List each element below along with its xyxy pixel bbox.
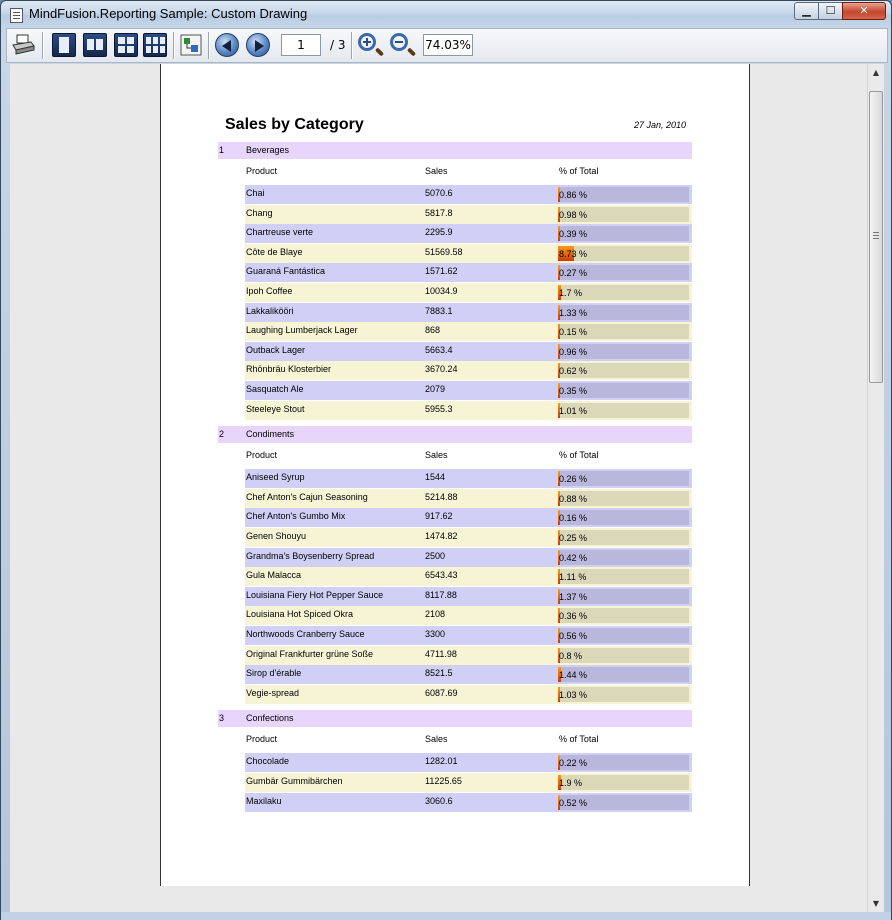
product-column-header: Product: [246, 166, 278, 176]
percent-value: 0.52 %: [559, 798, 588, 808]
table-row: [245, 205, 692, 224]
column-headers: [245, 163, 685, 179]
table-row: [245, 283, 692, 302]
percent-value: 0.15 %: [559, 327, 588, 337]
table-row: [245, 185, 692, 204]
percent-bar: [558, 285, 689, 300]
app-icon: [10, 8, 23, 23]
table-row: [245, 587, 692, 606]
table-row: [245, 753, 692, 772]
product-name: Louisiana Hot Spiced Okra: [246, 609, 354, 619]
percent-value: 0.35 %: [559, 386, 588, 396]
table-row: [245, 322, 692, 341]
sales-value: 10034.9: [425, 286, 458, 296]
product-name: Rhönbräu Klosterbier: [246, 364, 332, 374]
sales-value: 917.62: [425, 511, 453, 521]
product-name: Chocolade: [246, 756, 290, 766]
sales-column-header: Sales: [425, 734, 448, 745]
category-header: [218, 142, 692, 159]
sales-value: 6543.43: [425, 570, 458, 580]
product-name: Genen Shouyu: [246, 531, 307, 541]
percent-value: 0.25 %: [559, 533, 588, 543]
report-date: 27 Jan, 2010: [633, 120, 686, 130]
percent-value: 1.37 %: [559, 592, 588, 602]
product-name: Vegie-spread: [246, 688, 300, 698]
toolbar-separator: [173, 32, 174, 59]
sales-value: 5955.3: [425, 404, 453, 414]
sales-value: 51569.58: [425, 247, 463, 257]
percent-bar: [558, 363, 689, 378]
category-number: 1: [219, 145, 225, 155]
percent-value: 0.36 %: [559, 611, 588, 621]
table-row: [245, 381, 692, 400]
table-row: [245, 646, 692, 665]
sales-value: 3670.24: [425, 364, 458, 374]
product-name: Chang: [246, 208, 273, 218]
product-column-header: Product: [246, 450, 278, 461]
percent-bar: [558, 246, 689, 261]
zoom-out-icon[interactable]: [390, 33, 408, 51]
next-page-icon[interactable]: [246, 33, 270, 57]
sales-value: 4711.98: [425, 649, 457, 659]
percent-bar: [558, 305, 689, 320]
category-header: [218, 710, 692, 727]
table-row: [245, 528, 692, 547]
four-pages-icon[interactable]: [114, 33, 138, 57]
product-name: Côte de Blaye: [246, 247, 303, 257]
percent-bar: [558, 510, 689, 525]
percent-value: 1.44 %: [559, 670, 588, 680]
zoom-level-input[interactable]: 74.03%: [423, 34, 473, 56]
table-row: [245, 401, 692, 420]
sales-value: 1282.01: [425, 756, 458, 766]
sales-value: 2108: [425, 609, 446, 619]
category-name: Condiments: [246, 429, 295, 440]
six-pages-icon[interactable]: [143, 33, 167, 57]
percent-value: 0.39 %: [559, 229, 588, 239]
table-row: [245, 469, 692, 488]
category-number: 3: [219, 713, 225, 724]
percent-value: 1.7 %: [559, 288, 583, 298]
percent-value: 1.33 %: [559, 308, 588, 318]
sales-value: 2295.9: [425, 227, 453, 237]
title-bar[interactable]: [1, 1, 891, 28]
percent-bar: [558, 569, 689, 584]
percent-bar: [558, 187, 689, 202]
percent-value: 0.16 %: [559, 513, 588, 523]
product-name: Louisiana Fiery Hot Pepper Sauce: [246, 590, 384, 600]
percent-bar: [558, 530, 689, 545]
percent-column-header: % of Total: [559, 734, 599, 745]
percent-value: 0.98 %: [559, 210, 588, 220]
sales-value: 6087.69: [425, 688, 458, 698]
percent-bar: [558, 403, 689, 418]
table-row: [245, 567, 692, 586]
percent-bar: [558, 550, 689, 565]
table-row: [245, 342, 692, 361]
table-row: [245, 606, 692, 625]
percent-value: 0.56 %: [559, 631, 588, 641]
sales-column-header: Sales: [425, 166, 448, 176]
close-button[interactable]: ✕: [842, 2, 886, 20]
report-title: Sales by Category: [225, 116, 364, 133]
sales-value: 11225.65: [425, 776, 462, 786]
preview-area[interactable]: [10, 64, 867, 912]
maximize-button[interactable]: ☐: [818, 2, 843, 20]
table-row: [245, 548, 692, 567]
table-row: [245, 685, 692, 704]
percent-value: 1.11 %: [559, 572, 587, 582]
percent-bar: [558, 608, 689, 623]
percent-value: 0.26 %: [559, 474, 588, 484]
vertical-scrollbar[interactable]: [867, 64, 884, 912]
toolbar-separator: [208, 32, 209, 59]
sales-value: 5817.8: [425, 208, 453, 218]
product-name: Steeleye Stout: [246, 404, 305, 414]
percent-column-header: % of Total: [559, 450, 599, 461]
product-column-header: Product: [246, 734, 278, 745]
sales-value: 2079: [425, 384, 446, 394]
table-row: [245, 773, 692, 792]
two-pages-icon[interactable]: [83, 33, 107, 57]
table-row: [245, 508, 692, 527]
sales-value: 1474.82: [425, 531, 458, 541]
sales-value: 5070.6: [425, 188, 453, 198]
percent-column-header: % of Total: [559, 166, 599, 176]
toolbar: [6, 28, 888, 63]
previous-page-icon[interactable]: [215, 33, 239, 57]
sales-value: 1544: [425, 472, 446, 482]
sales-value: 3060.6: [425, 796, 453, 806]
percent-value: 1.01 %: [559, 406, 588, 416]
table-row: [245, 224, 692, 243]
scrollbar-thumb[interactable]: [869, 91, 883, 383]
sales-value: 8521.5: [425, 668, 453, 678]
percent-bar: [558, 226, 689, 241]
percent-value: 1.9 %: [559, 778, 583, 788]
category-number: 2: [219, 429, 225, 440]
percent-value: 0.62 %: [559, 366, 588, 376]
table-row: [245, 303, 692, 322]
column-headers: [245, 447, 685, 463]
product-name: Gula Malacca: [246, 570, 302, 580]
product-name: Chef Anton's Cajun Seasoning: [246, 492, 368, 502]
product-name: Chartreuse verte: [246, 227, 314, 237]
page-number-input[interactable]: 1: [281, 34, 321, 56]
sales-value: 3300: [425, 629, 446, 639]
product-name: Guaraná Fantástica: [246, 266, 326, 276]
product-name: Aniseed Syrup: [246, 472, 305, 482]
product-name: Chef Anton's Gumbo Mix: [246, 511, 346, 521]
percent-bar: [558, 628, 689, 643]
category-name: Confections: [246, 713, 294, 724]
page-total-label: / 3: [330, 38, 346, 52]
percent-bar: [558, 795, 689, 810]
product-name: Gumbär Gummibärchen: [246, 776, 343, 786]
percent-value: 1.03 %: [559, 690, 588, 700]
window-title: MindFusion.Reporting Sample: Custom Drawing: [29, 6, 308, 21]
percent-value: 8.73 %: [559, 249, 588, 259]
product-name: Original Frankfurter grüne Soße: [246, 649, 374, 659]
percent-value: 0.8 %: [559, 651, 583, 661]
report-page: [160, 64, 750, 886]
table-row: [245, 244, 692, 263]
percent-bar: [558, 667, 689, 682]
sales-value: 2500: [425, 551, 446, 561]
percent-bar: [558, 775, 689, 790]
product-name: Northwoods Cranberry Sauce: [246, 629, 365, 639]
toolbar-separator: [351, 32, 352, 59]
single-page-icon[interactable]: [52, 33, 76, 57]
window-bottom-border: [1, 912, 891, 920]
category-header: [218, 426, 692, 443]
zoom-in-icon[interactable]: [358, 33, 376, 51]
percent-bar: [558, 648, 689, 663]
product-name: Chai: [246, 188, 265, 198]
table-row: [245, 263, 692, 282]
sales-value: 5214.88: [425, 492, 458, 502]
percent-value: 0.42 %: [559, 553, 588, 563]
percent-value: 0.27 %: [559, 268, 588, 278]
category-name: Beverages: [246, 145, 290, 155]
sales-value: 5663.4: [425, 345, 453, 355]
percent-bar: [558, 491, 689, 506]
product-name: Maxilaku: [246, 796, 282, 806]
percent-bar: [558, 265, 689, 280]
product-name: Lakkalikööri: [246, 306, 294, 316]
percent-value: 0.96 %: [559, 347, 588, 357]
printer-icon[interactable]: [11, 33, 35, 57]
product-name: Grandma's Boysenberry Spread: [246, 551, 375, 561]
percent-bar: [558, 383, 689, 398]
percent-bar: [558, 324, 689, 339]
table-row: [245, 665, 692, 684]
scroll-up-icon[interactable]: ▲: [872, 68, 880, 77]
percent-value: 0.88 %: [559, 494, 588, 504]
percent-bar: [558, 687, 689, 702]
percent-bar: [558, 207, 689, 222]
product-name: Sirop d'érable: [246, 668, 302, 678]
percent-bar: [558, 755, 689, 770]
table-row: [245, 793, 692, 812]
product-name: Outback Lager: [246, 345, 306, 355]
percent-value: 0.86 %: [559, 190, 588, 200]
percent-bar: [558, 344, 689, 359]
toolbar-separator: [42, 32, 43, 59]
sales-value: 1571.62: [425, 266, 458, 276]
sales-value: 868: [425, 325, 441, 335]
product-name: Ipoh Coffee: [246, 286, 293, 296]
percent-bar: [558, 471, 689, 486]
sales-value: 8117.88: [425, 590, 457, 600]
sales-column-header: Sales: [425, 450, 448, 461]
column-headers: [245, 731, 685, 747]
percent-bar: [558, 589, 689, 604]
scroll-down-icon[interactable]: ▼: [872, 899, 880, 908]
percent-value: 0.22 %: [559, 758, 588, 768]
table-row: [245, 361, 692, 380]
table-row: [245, 626, 692, 645]
minimize-button[interactable]: ▁: [794, 2, 819, 20]
fit-page-icon[interactable]: [179, 33, 203, 57]
product-name: Sasquatch Ale: [246, 384, 304, 394]
sales-value: 7883.1: [425, 306, 453, 316]
table-row: [245, 489, 692, 508]
product-name: Laughing Lumberjack Lager: [246, 325, 358, 335]
